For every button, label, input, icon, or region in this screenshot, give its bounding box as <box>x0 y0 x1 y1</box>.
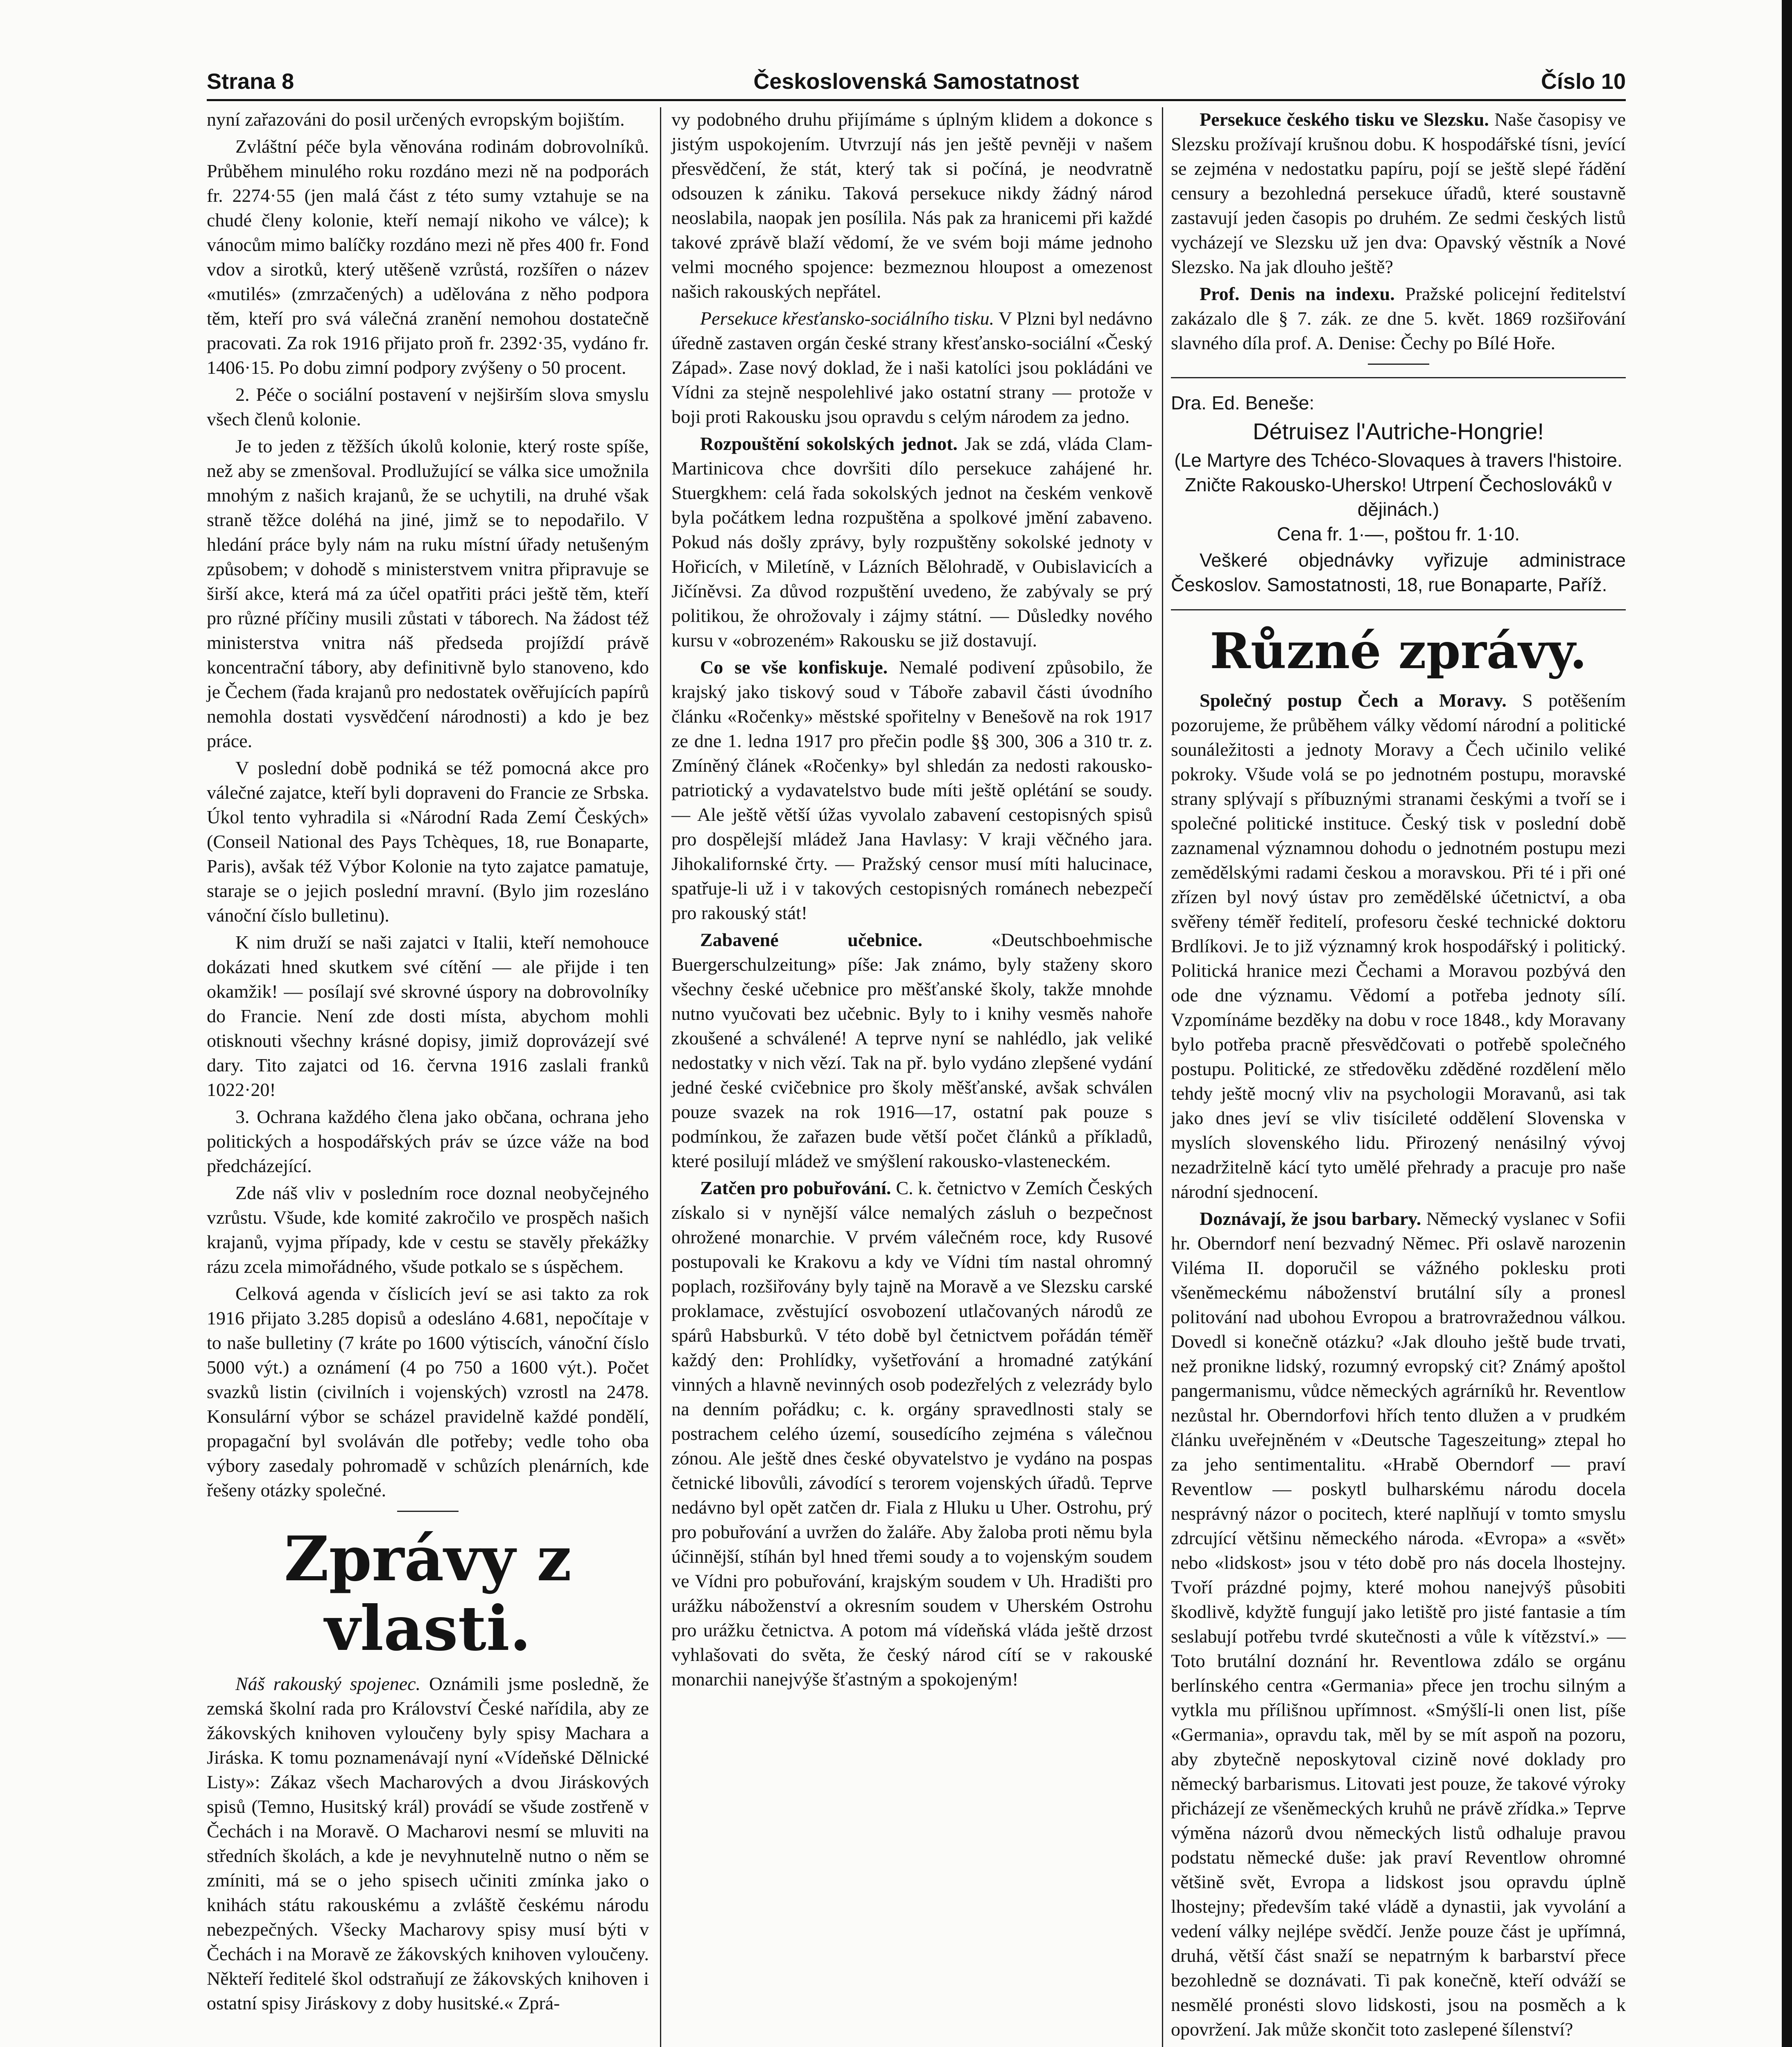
paragraph: nyní zařazováni do posil určených evropským bojištím. <box>207 109 625 130</box>
article-text: «Deutschboehmische Buergerschulzeitung» píše: Jak známo, byly staženy skoro všechny české učebnice pro měšťanské školy, takže mnohde nutno vyučovati bez učebnic. Byly to i knihy vesměs nahoře zkoušené a schválené! A teprve nyní se nahlédlo, jak veliké nedostatky v nich vězí. Tak na př. bylo vydáno zlepšené vydání jedné české cvičebnice pro školy měšťanské, avšak schválen pouze svazek na rok 1916—17, ostatní pak pouze s podmínkou, že zařazen bude větší počet článků a příkladů, které posilují mládež ve smýšlení rakousko-vlasteneckém. <box>671 929 1152 1171</box>
column-1 <box>207 107 649 2018</box>
article-text: S potěšením pozorujeme, že průběhem války vědomí národní a politické sounáležitosti a jednoty Moravy a Čech učinilo veliké pokroky. Všude volá se po jednotném postupu, moravské strany splývají s příbuznými stranami českými a tvoří se i společné politické instituce. Český tisk v poslední době zaznamenal významnou dohodu o jednotném postupu mezi zemědělskými radami českou a moravskou. Při té i při oné zřízen byl nový ústav pro zemědělské účetnictví, a oba svěřeny téměř ředitelí, profesoru české technické doktoru Brdlíkovi. Je to již významný krok hospodářský i politický. Politická hranice mezi Čechami a Moravou pozbývá den ode dne významu. Vědomí a potřeba jednoty sílí. Vzpomínáme bezděky na dobu v roce 1848., kdy Moravany bylo potřeba pracně přesvědčovati o potřebě společného postupu. Politické, ze středověku zděděné rozdělení mělo tehdy ještě mocný vliv na psychologii Moravanů, asi tak jako dnes jeví se vliv tisícileté oddělení Slovenska v myslích slovenského lidu. Přirozený nenásilný vývoj nezadržitelně kácí tyto umělé přehrady a pracuje pro naše národní sjednocení. <box>1171 690 1626 1202</box>
paragraph: Zvláštní péče byla věnována rodinám dobrovolníků. Průběhem minulého roku rozdáno mezi ně na podporách fr. 2274·55 (jen malá část z této sumy vztahuje se na chudé členy kolonie, kteří nemají nikoho ve válce); k vánocům mimo balíčky rozdáno mezi ně přes 400 fr. Fond vdov a sirotků, který utěšeně vzrůstá, rozšířen o název «mutilés» (zmrzačených) a udělována z něho podpora těm, kteří pro svá válečná zranění nemohou dostatečně pracovati. Za rok 1916 přijato proň fr. 2392·35, vydáno fr. 1406·15. Po dobu zimní podpory zvýšeny o 50 procent. <box>207 136 649 378</box>
article-text: Naše časopisy ve Slezsku prožívají krušnou dobu. K hospodářské tísni, jevící se zejména v nedostatku papíru, pojí se ještě slepé řádění censury a bezohledná persekuce úřadů, které soustavně zastavují jeden časopis po druhém. Ze sedmi českých listů vycházejí ve Slezsku už jen dva: Opavský věstník a Nové Slezsko. Na jak dlouho ještě? <box>1171 109 1626 277</box>
article-title: Společný postup Čech a Moravy. <box>1200 690 1507 711</box>
article <box>671 306 1152 429</box>
paragraph: K nim druží se naši zajatci v Italii, kteří nemohouce dokázati hned skutkem své cítění — ale přijde i ten okamžik! — posílají své skrovné úspory na dobrovolníky do Francie. Není zde dosti místa, abychom mohli otisknouti všechny krásné dopisy, jimiž doprovázejí své dary. Tito zajatci od 16. června 1916 zaslali franků 1022·20! <box>207 932 649 1100</box>
page-header <box>207 61 1626 98</box>
article-title: Rozpouštění sokolských jednot. <box>700 433 958 454</box>
article-title: Náš rakouský spojenec. <box>235 1673 421 1694</box>
article-title: Doznávají, že jsou barbary. <box>1200 1208 1421 1229</box>
article-title: Prof. Denis na indexu. <box>1200 283 1395 304</box>
article <box>671 432 1152 653</box>
article-title: Zatčen pro pobuřování. <box>700 1177 891 1198</box>
ad-title: Détruisez l'Autriche-Hongrie! <box>1253 418 1544 444</box>
header-rule <box>207 99 1626 101</box>
article-title: Co se vše konfiskuje. <box>700 657 888 678</box>
ad-subtitle: (Le Martyre des Tchéco-Slovaques à travers l'histoire. Zničte Rakousko-Uhersko! Utrpení Čechoslováků v dějinách.) <box>1174 450 1623 520</box>
separator <box>1368 364 1429 365</box>
article <box>671 1176 1152 1692</box>
ad-orders: Veškeré objednávky vyřizuje administrace Českoslov. Samostatnosti, 18, rue Bonaparte, Paříž. <box>1171 549 1626 595</box>
article-title: Zabavené učebnice. <box>700 929 922 950</box>
newspaper-title: Československá Samostatnost <box>753 69 1079 94</box>
separator <box>397 1511 459 1512</box>
paragraph: vy podobného druhu přijímáme s úplným klidem a dokonce s jistým uspokojením. Utvrzují nás jen ještě pevněji v našem přesvědčení, že stát, který tak si počíná, je neodvratně odsouzen k zániku. Taková persekuce nikdy žádný národ neoslabila, naopak jen posílila. Nás pak za hranicemi při každé takové zprávě blaží vědomí, že ve svém boji máme jednoho velmi mocného spojence: bezmeznou hloupost a omezenost našich rakouských nepřátel. <box>671 109 1152 302</box>
column-divider <box>660 107 661 2047</box>
article-text: Pražské policejní ředitelství zakázalo dle § 7. zák. ze dne 5. květ. 1869 rozšiřování slavného díla prof. A. Denise: Čechy po Bílé Hoře. <box>1171 283 1626 353</box>
article-text: Německý vyslanec v Sofii hr. Oberndorf není bezvadný Němec. Při oslavě narozenin Viléma II. doporučil se vážného poklesku proti všeněmeckému náboženství brutální síly a pronesl politování nad ubohou Evropou a bratrovražednou válkou. Dovedl si konečně otázku? «Jak dlouho ještě bude trvati, než pronikne lidský, rozumný evropský cit? Známý apoštol pangermanismu, vůdce německých agrárníků hr. Reventlow nezůstal hr. Oberndorfovi hřích tento dlužen a v prudkém článku uveřejněném v «Deutsche Tageszeitung» ztepal ho za jeho sentimentalitu. «Hrabě Oberndorf — praví Reventlow — poskytl bulharskému národu docela nesprávný názor o pocitech, které naplňují v tomto smyslu zdrcující většinu německého národa. «Evropa» a «svět» nebo «lidskost» jsou v této době pro nás docela lhostejny. Tvoří prázdné pojmy, které mohou nanejvýš působiti škodlivě, kdyžtě fungují jako letiště pro jisté fantasie a tím seslabují potřebu tvrdé skutečnosti a vůle k vítězství.» — Toto brutální doznání hr. Reventlowa zdálo se orgánu berlínského centra «Germania» přece jen trochu silným a vytkla mu přílišnou upřímnost. «Smýšlí-li onen list, píše «Germania», opravdu tak, měl by se mít aspoň na pozoru, aby zbytečně neposkytoval cizině nové doklady pro německý barbarismus. Litovati jest pouze, že takové výroky přicházejí ze všeněmeckých kruhů ne právě zřídka.» Teprve výměna názorů dvou německých listů odhaluje pravou podstatu německé duše: jak praví Reventlow ohromné většině svět, Evropa a lidskost jsou opravdu úplně lhostejny; především také vládě a dynastii, jak vyvolání a vedení války nejlépe svědčí. Jenže pouze část je upřímná, druhá, větší část snaží se nepatrným k barbarství přece bezohledně se doznávati. Ti pak konečně, kteří odváží se nesmělé pronésti slovo lidskosti, jsou na posměch a k opovržení. Jak může skončit toto zaslepené šílenství? <box>1171 1208 1626 2040</box>
article <box>1171 107 1626 279</box>
paragraph: Zde náš vliv v posledním roce doznal neobyčejného vzrůstu. Všude, kde komité zakročilo ve prospěch našich krajanů, vyjma případy, kde v cestu se stavěly překážky rázu zcela mimořádného, všude potkalo se s úspěchem. <box>207 1182 649 1277</box>
paragraph: Je to jeden z těžších úkolů kolonie, který roste spíše, než aby se zmenšoval. Prodlužující se válka sice umožnila mnohým z našich krajanů, že se uchytili, na druhé však straně těžce doléhá na jiné, jimž se to nepodařilo. V hledání práce byly nám na ruku místní úřady netušeným způsobem; v dohodě s ministerstvem vnitra připravuje se širší akce, která má za účel opatřiti práci ještě těm, kteří pro různé příčiny musili zůstati v táborech. Na žádost též ministerstva vnitra náš předseda projíždí právě koncentrační tábory, aby definitivně bylo stanoveno, kdo je Čechem (řada krajanů pro nedostatek ověřujících papírů nemohla dostati vysvědčení národnosti) a kdo je bez práce. <box>207 436 649 751</box>
book-advertisement <box>1171 391 1626 597</box>
article-title: Persekuce českého tisku ve Slezsku. <box>1200 109 1489 130</box>
page-number: Strana 8 <box>207 69 294 94</box>
article-text: V Plzni byl nedávno úředně zastaven orgán české strany křesťansko-sociální «Český Západ». Zase nový doklad, že i naši katolíci jsou pokládáni ve Vídni za stejně nespolehlivé jako ostatní strany — protože v boji proti Rakousku jsou opravdu s celým národem za jedno. <box>671 308 1153 427</box>
paragraph: V poslední době podniká se též pomocná akce pro válečné zajatce, kteří byli dopraveni do Francie ze Srbska. Úkol tento vyhradila si «Národní Rada Zemí Českých» (Conseil National des Pays Tchèques, 18, rue Bonaparte, Paris), avšak též Výbor Kolonie na tyto zajatce pamatuje, staraje se o jejich poslední mravní. (Bylo jim rozesláno vánoční číslo bulletinu). <box>207 757 649 926</box>
article <box>1171 282 1626 355</box>
column-divider <box>1162 107 1163 2047</box>
paragraph: 3. Ochrana každého člena jako občana, ochrana jeho politických a hospodářských práv se úzce váže na bod předcházející. <box>207 1106 649 1176</box>
column-3 <box>1171 107 1626 2047</box>
ad-author: Dra. Ed. Beneše: <box>1171 392 1315 413</box>
article-title: Persekuce křesťansko-sociálního tisku. <box>700 308 994 329</box>
section-heading: Zprávy z vlasti. <box>284 1523 572 1665</box>
article-text: Oznámili jsme posledně, že zemská školní rada pro Království České nařídila, aby ze žákovských knihoven vyloučeny byly spisy Machara a Jiráska. K tomu poznamenávají nyní «Vídeňské Dělnické Listy»: Zákaz všech Macharových a dvou Jiráskových spisů (Temno, Husitský král) provádí se všude zostřeně v Čechách i na Moravě. O Macharovi nesmí se mluviti na středních školách, a kde je nevyhnutelně nutno o něm se zmíniti, má se o jeho spisech učiniti zmínka jako o knihách státu rakouskému a zvláště českému národu nebezpečných. Všecky Macharovy spisy musí býti v Čechách i na Moravě ze žákovských knihoven vyloučeny. Někteří ředitelé škol odstraňují ze žákovských knihoven i ostatní spisy Jiráskovy z doby husitské.« Zprá- <box>207 1673 649 2013</box>
article-text: C. k. četnictvo v Zemích Českých získalo si v nynější válce nemalých zásluh o bezpečnost ohrožené monarchie. V prvém válečném roce, kdy Rusové postupovali ke Krakovu a kdy ve Vídni tím nastal ohromný poplach, rozšiřovány byly tajně na Moravě a ve Slezsku carské proklamace, zvěstující osvobození utlačovaných národů ze spárů Habsburků. V této době byl četnictvem pořádán téměř každý den: Prohlídky, vyšetřování a hromadné zatýkání vinných a hlavně nevinných osob podezřelých z velezrády bylo na denním pořádku; c. k. orgány spravedlnosti staly se postrachem celého území, sousedícího zejména s válečnou zónou. Ale ještě dnes české obyvatelstvo je vydáno na pospas četnické libovůli, závodící s terorem vojenských úřadů. Teprve nedávno byl opět zatčen dr. Fiala z Hluku u Uher. Ostrohu, prý pro pobuřování a uvržen do žaláře. Aby žaloba proti němu byla účinnější, stíhán byl hned třemi soudy a to vojenským soudem ve Vídni pro pobuřování, krajským soudem v Uh. Hradišti pro urážku náboženství a okresním soudem v Uherském Ostrohu pro urážku četnictva. A potom má vídeňská vláda ještě drzost vyhlašovati do světa, že český národ cítí se v rakouské monarchii nanejvýše šťastným a spokojeným! <box>671 1177 1153 1690</box>
issue-number: Číslo 10 <box>1541 69 1626 94</box>
article <box>1171 688 1626 1204</box>
article <box>1171 1207 1626 2042</box>
section-heading: Různé zprávy. <box>1210 622 1587 680</box>
paragraph: 2. Péče o sociální postavení v nejširším slova smyslu všech členů kolonie. <box>207 384 649 429</box>
column-2 <box>671 107 1152 1694</box>
paragraph: Celková agenda v číslicích jeví se asi takto za rok 1916 přijato 3.285 dopisů a odesláno 4.681, nepočítaje v to naše bulletiny (7 kráte po 1600 výtiscích, vánoční číslo 5000 výt.) a oznámení (4 po 750 a 1600 výt.). Počet svazků listin (civilních i vojenských) vzrostl na 2478. Konsulární výbor se scházel pravidelně každé pondělí, propagační byl svoláván dle potřeby; vedle toho oba výbory zasedaly pohromadě v schůzích plenárních, kde řešeny otázky společné. <box>207 1283 649 1500</box>
article <box>671 928 1152 1173</box>
ad-price: Cena fr. 1·—, poštou fr. 1·10. <box>1277 523 1520 545</box>
horizontal-rule <box>1171 377 1626 378</box>
article <box>671 655 1152 925</box>
article <box>207 1672 649 2015</box>
scan-edge <box>1782 0 1792 2047</box>
article-text: Jak se zdá, vláda Clam-Martinicova chce dovršiti dílo persekuce zahájené hr. Stuergkhem: celá řada sokolských jednot na českém venkově byla počátkem ledna rozpuštěna a spolkové jmění zabaveno. Pokud nás došly zprávy, byly rozpuštěny sokolské jednoty v Hořicích, v Miletíně, v Lázních Bělohradě, v Oubislavicích a Jičíněvsi. Za důvod rozpuštění uvedeno, že zabývaly se prý politikou, že ohrožovaly i zájmy státní. — Důsledky nového kursu v «obrozeném» Rakousku se již dostavují. <box>671 433 1152 651</box>
article-text: Nemalé podivení způsobilo, že krajský jako tiskový soud v Táboře zabavil části úvodního článku «Ročenky» městské spořitelny v Benešově na rok 1917 ze dne 1. ledna 1917 pro přečin podle §§ 300, 306 a 310 tr. z. Zmíněný článek «Ročenky» byl shledán za nedosti rakousko-patriotický a vydavatelstvo bude míti ještě oplétání se soudy. — Ale ještě větší úžas vyvolalo zabavení cestopisných spisů pro dospělejší mládež Jana Havlasy: V kraji věčného jara. Jihokalifornské črty. — Pražský censor musí míti halucinace, spatřuje-li už i v takových cestopisných románech nebezpečí pro rakouský stát! <box>671 657 1152 923</box>
horizontal-rule <box>1171 609 1626 610</box>
